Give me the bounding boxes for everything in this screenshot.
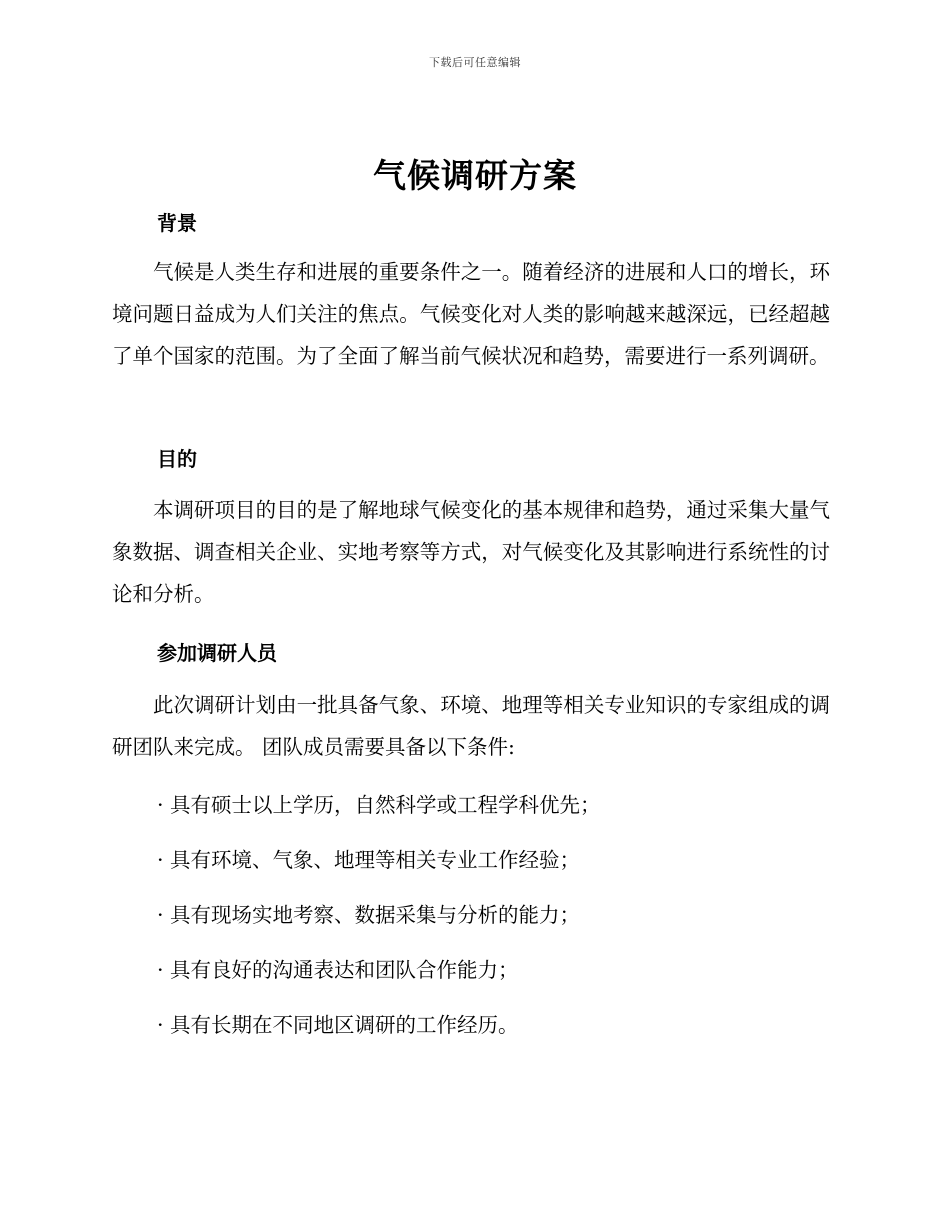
section-heading-background: 背景 [157,211,197,235]
requirement-list-item: · 具有良好的沟通表达和团队合作能力； [157,958,519,982]
section-heading-purpose: 目的 [157,447,197,471]
section-heading-participants: 参加调研人员 [157,641,277,665]
section-paragraph-purpose: 本调研项目的目的是了解地球气候变化的基本规律和趋势，通过采集大量气象数据、调查相关企业、实地考察等方式，对气候变化及其影响进行系统性的讨论和分析。 [112,498,830,606]
requirement-list-item: · 具有长期在不同地区调研的工作经历。 [157,1013,519,1037]
document-title: 气候调研方案 [373,156,577,195]
section-paragraph-background: 气候是人类生存和进展的重要条件之一。随着经济的进展和人口的增长，环境问题日益成为人们关注的焦点。气候变化对人类的影响越来越深远，已经超越了单个国家的范围。为了全面了解当前气候状况和趋势，需要进行一系列调研。 [112,260,830,368]
section-paragraph-participants: 此次调研计划由一批具备气象、环境、地理等相关专业知识的专家组成的调研团队来完成。 团队成员需要具备以下条件: [112,693,830,759]
header-note: 下载后可任意编辑 [429,56,521,69]
requirement-list-item: · 具有环境、气象、地理等相关专业工作经验； [157,848,581,872]
requirement-list-item: · 具有现场实地考察、数据采集与分析的能力； [157,903,581,927]
requirement-list-item: · 具有硕士以上学历，自然科学或工程学科优先； [157,793,601,817]
